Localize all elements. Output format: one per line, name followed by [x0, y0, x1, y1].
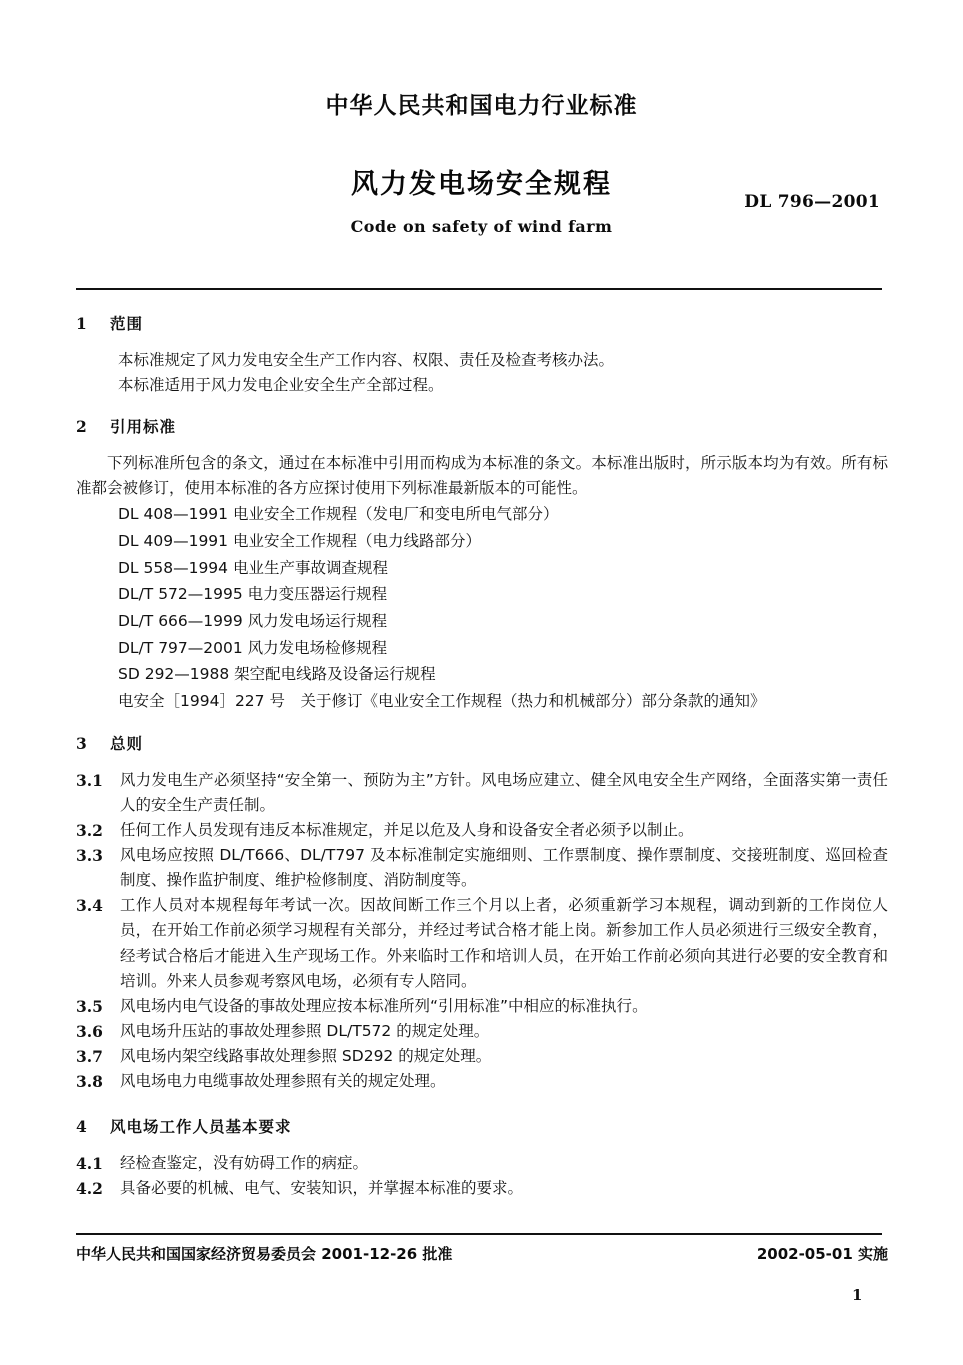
clause-number: 4.1 — [76, 1154, 103, 1174]
section-heading-4 — [76, 1115, 888, 1139]
clause-text: 风力发电生产必须坚持“安全第一、预防为主”方针。风电场应建立、健全风电安全生产网络，全面落实第一责任人的安全生产责任制。 — [120, 770, 888, 814]
clause-number: 3.6 — [76, 1021, 103, 1041]
spacer — [76, 1139, 888, 1151]
list-item: DL/T 572—1995 电力变压器运行规程 — [118, 585, 388, 604]
clause-text: 具备必要的机械、电气、安装知识，并掌握本标准的要求。 — [120, 1179, 524, 1198]
clause-4-1 — [76, 1151, 888, 1176]
list-item: DL 558—1994 电业生产事故调查规程 — [118, 558, 388, 577]
clause-number: 3.3 — [76, 846, 103, 866]
clause-3-5 — [76, 994, 888, 1019]
standard-authority-title: 中华人民共和国电力行业标准 — [325, 93, 638, 119]
clause-text: 风电场电力电缆事故处理参照有关的规定处理。 — [120, 1072, 446, 1091]
section-number-1: 1 — [76, 314, 87, 333]
clause-number: 4.2 — [76, 1179, 103, 1199]
clause-3-3 — [76, 843, 888, 893]
clause-number: 3.5 — [76, 996, 103, 1016]
approval-statement: 中华人民共和国国家经济贸易委员会 2001-12-26 批准 — [76, 1245, 453, 1263]
effective-date: 2002-05-01 实施 — [756, 1245, 888, 1263]
clause-text: 经检查鉴定，没有妨碍工作的病症。 — [120, 1154, 369, 1173]
section-1-paragraph-1: 本标准规定了风力发电安全生产工作内容、权限、责任及检查考核办法。 — [118, 351, 615, 370]
footer-divider-rule — [76, 1233, 882, 1235]
clause-number: 3.1 — [76, 770, 103, 790]
section-title-2: 引用标准 — [110, 418, 177, 437]
clause-4-2 — [76, 1176, 888, 1201]
spacer — [76, 1094, 888, 1115]
clause-text: 风电场内电气设备的事故处理应按本标准所列“引用标准”中相应的标准执行。 — [120, 996, 648, 1015]
spacer — [76, 336, 888, 348]
clause-number: 3.4 — [76, 896, 103, 916]
clause-3-8 — [76, 1069, 888, 1094]
list-item: DL 408—1991 电业安全工作规程（发电厂和变电所电气部分） — [118, 505, 559, 524]
clause-number: 3.2 — [76, 820, 103, 840]
document-title-en: Code on safety of wind farm — [350, 217, 613, 236]
section-1-paragraph-2: 本标准适用于风力发电企业安全生产全部过程。 — [118, 376, 444, 395]
section-heading-1 — [76, 312, 888, 336]
section-number-4: 4 — [76, 1117, 87, 1137]
section-heading-3 — [76, 732, 888, 756]
section-heading-2 — [76, 415, 888, 439]
clause-text: 风电场升压站的事故处理参照 DL/T572 的规定处理。 — [120, 1021, 490, 1040]
clause-text: 风电场内架空线路事故处理参照 SD292 的规定处理。 — [120, 1046, 492, 1065]
page-number: 1 — [852, 1286, 863, 1304]
list-item: DL/T 666—1999 风力发电场运行规程 — [118, 612, 388, 631]
clause-3-2 — [76, 818, 888, 843]
section-number-2: 2 — [76, 417, 87, 437]
clause-number: 3.7 — [76, 1046, 103, 1066]
clause-text: 工作人员对本规程每年考试一次。因故间断工作三个月以上者，必须重新学习本规程，调动到新的工作岗位人员，在开始工作前必须学习规程有关部分，并经过考试合格才能上岗。新参加工作人员必须进行三级安全教育，经考试合格后才能进入生产现场工作。外来临时工作和培训人员，在开始工作前必须向其进行必要的安全教育和培训。外来人员参观考察风电场，必须有专人陪同。 — [120, 896, 888, 990]
document-number: DL 796—2001 — [744, 192, 880, 212]
header-divider-rule — [76, 288, 882, 290]
section-title-4: 风电场工作人员基本要求 — [110, 1118, 292, 1137]
list-item: DL 409—1991 电业安全工作规程（电力线路部分） — [118, 532, 481, 551]
list-item: 电安全［1994］227 号 关于修订《电业安全工作规程（热力和机械部分）部分条款的通知》 — [118, 692, 766, 711]
spacer — [76, 398, 888, 415]
document-body — [76, 312, 888, 1201]
clause-3-4 — [76, 893, 888, 993]
section-number-3: 3 — [76, 733, 87, 753]
clause-number: 3.8 — [76, 1072, 103, 1092]
section-title-3: 总则 — [110, 734, 144, 753]
list-item: SD 292—1988 架空配电线路及设备运行规程 — [118, 665, 436, 684]
spacer — [76, 439, 888, 451]
clause-text: 风电场应按照 DL/T666、DL/T797 及本标准制定实施细则、工作票制度、操作票制度、交接班制度、巡回检查制度、操作监护制度、维护检修制度、消防制度等。 — [120, 846, 888, 890]
clause-3-7 — [76, 1044, 888, 1069]
clause-text: 任何工作人员发现有违反本标准规定，并足以危及人身和设备安全者必须予以制止。 — [120, 820, 694, 839]
page-footer — [76, 1243, 888, 1264]
section-2-intro: 下列标准所包含的条文，通过在本标准中引用而构成为本标准的条文。本标准出版时，所示版本均为有效。所有标准都会被修订，使用本标准的各方应探讨使用下列标准最新版本的可能性。 — [76, 454, 888, 498]
referenced-standards-list — [76, 501, 888, 714]
list-item: DL/T 797—2001 风力发电场检修规程 — [118, 638, 388, 657]
spacer — [76, 756, 888, 768]
clause-3-6 — [76, 1019, 888, 1044]
spacer — [76, 715, 888, 732]
section-title-1: 范围 — [110, 315, 144, 333]
clause-3-1 — [76, 768, 888, 818]
document-title-cn: 风力发电场安全规程 — [351, 169, 612, 200]
